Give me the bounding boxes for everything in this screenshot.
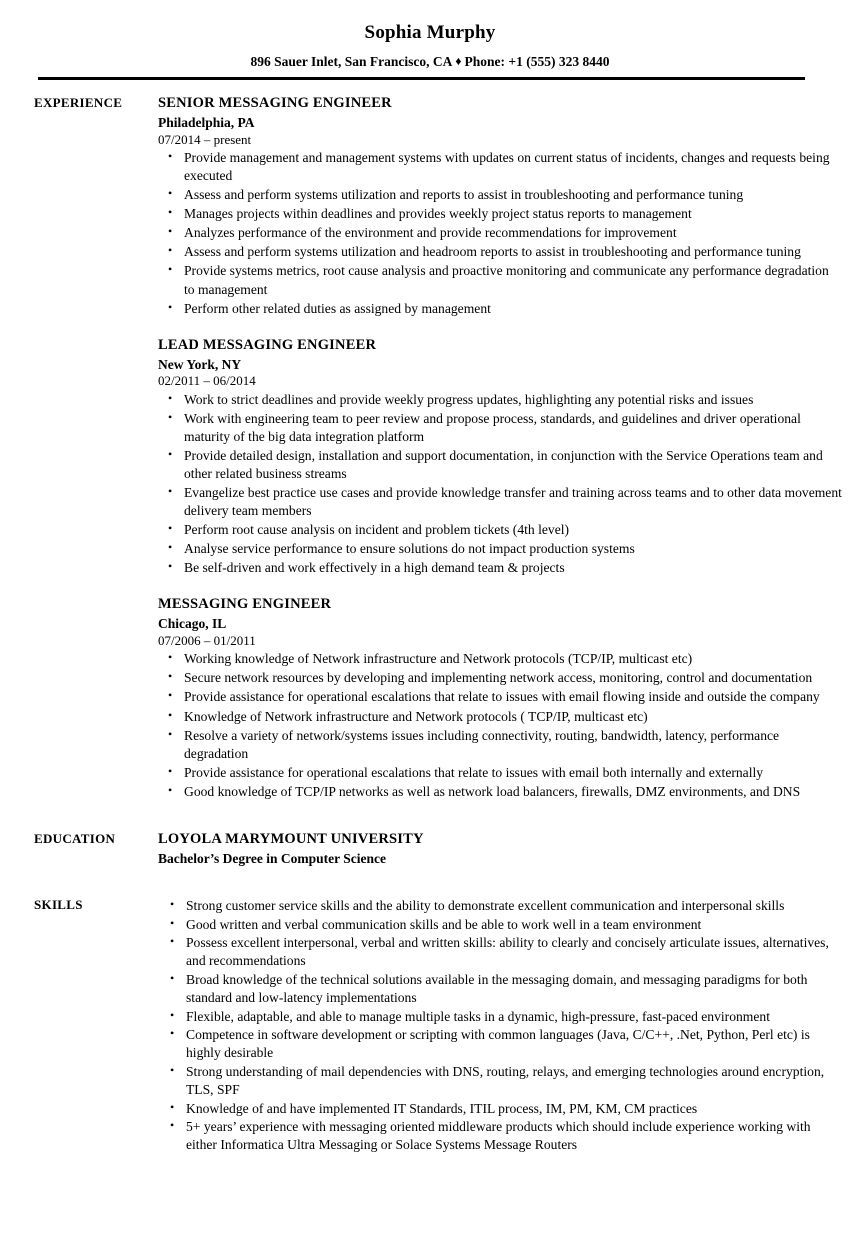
skills-body [158, 896, 860, 1154]
bullet-item: • Provide management and management systems with updates on current status of incidents, changes and requests being executed [158, 149, 842, 185]
bullet-item: • Knowledge of Network infrastructure and Network protocols ( TCP/IP, multicast etc) [158, 708, 842, 726]
bullet-item: • Analyzes performance of the environment and provide recommendations for improvement [158, 224, 842, 242]
bullet-item: • Good written and verbal communication skills and be able to work well in a team environment [158, 916, 842, 934]
section-label-experience: EXPERIENCE [34, 95, 123, 111]
job-bullet-list [158, 650, 842, 801]
education-school: LOYOLA MARYMOUNT UNIVERSITY [158, 830, 424, 847]
skills-section [0, 896, 860, 1154]
bullet-item: • Provide detailed design, installation and support documentation, in conjunction with the Service Operations team and other related business streams [158, 447, 842, 483]
education-section [0, 830, 860, 868]
diamond-separator-icon: ♦ [455, 53, 462, 68]
bullet-item: • Perform root cause analysis on incident and problem tickets (4th level) [158, 521, 842, 539]
job-entry [158, 336, 842, 578]
bullet-item: • Flexible, adaptable, and able to manage multiple tasks in a dynamic, high-pressure, fast-paced environment [158, 1008, 842, 1026]
header-divider [38, 77, 805, 80]
job-title: LEAD MESSAGING ENGINEER [158, 336, 377, 353]
education-degree: Bachelor’s Degree in Computer Science [158, 851, 386, 867]
job-location: New York, NY [158, 356, 242, 372]
job-bullet-list [158, 149, 842, 318]
bullet-item: • Resolve a variety of network/systems issues including connectivity, routing, bandwidth, latency, performance degradation [158, 727, 842, 763]
bullet-item: • Strong understanding of mail dependencies with DNS, routing, relays, and emerging technologies around encryption, TLS, SPF [158, 1063, 842, 1099]
bullet-item: • Work to strict deadlines and provide weekly progress updates, highlighting any potential risks and issues [158, 391, 842, 409]
phone-text: Phone: +1 (555) 323 8440 [464, 53, 610, 69]
bullet-item: • Provide systems metrics, root cause analysis and proactive monitoring and communicate any performance degradation to management [158, 262, 842, 298]
job-location: Chicago, IL [158, 616, 227, 632]
education-body [158, 830, 860, 868]
bullet-item: • Strong customer service skills and the ability to demonstrate excellent communication and interpersonal skills [158, 897, 842, 915]
bullet-item: • Working knowledge of Network infrastructure and Network protocols (TCP/IP, multicast etc) [158, 650, 842, 668]
bullet-item: • Analyse service performance to ensure solutions do not impact production systems [158, 540, 842, 558]
experience-section [0, 94, 860, 801]
education-entry [158, 830, 842, 868]
bullet-item: • Manages projects within deadlines and provides weekly project status reports to management [158, 205, 842, 223]
bullet-item: • Be self-driven and work effectively in a high demand team & projects [158, 559, 842, 577]
job-dates: 07/2006 – 01/2011 [158, 633, 256, 649]
bullet-item: • Knowledge of and have implemented IT Standards, ITIL process, IM, PM, KM, CM practices [158, 1100, 842, 1118]
job-title: MESSAGING ENGINEER [158, 596, 332, 613]
section-label-education: EDUCATION [34, 830, 116, 846]
job-entry [158, 94, 842, 318]
job-dates: 07/2014 – present [158, 131, 252, 147]
job-dates: 02/2011 – 06/2014 [158, 373, 256, 389]
bullet-item: • Competence in software development or scripting with common languages (Java, C/C++, .Net, Python, Perl etc) is highly desirable [158, 1026, 842, 1062]
bullet-item: • Work with engineering team to peer review and propose process, standards, and guidelines and driver operational maturity of the big data integration platform [158, 410, 842, 446]
job-title: SENIOR MESSAGING ENGINEER [158, 95, 392, 112]
bullet-item: • Provide assistance for operational escalations that relate to issues with email both internally and externally [158, 764, 842, 782]
bullet-item: • Perform other related duties as assigned by management [158, 300, 842, 318]
candidate-name: Sophia Murphy [364, 22, 496, 43]
bullet-item: • Possess excellent interpersonal, verbal and written skills: ability to clearly and concisely articulate issues, alternatives, and recommendations [158, 934, 842, 970]
bullet-item: • Good knowledge of TCP/IP networks as well as network load balancers, firewalls, DMZ environments, and DNS [158, 783, 842, 801]
bullet-item: • Assess and perform systems utilization and headroom reports to assist in troubleshooting and performance tuning [158, 243, 842, 261]
resume-header [0, 0, 860, 80]
bullet-item: • Evangelize best practice use cases and provide knowledge transfer and training across teams and to other data movement delivery team members [158, 484, 842, 520]
bullet-item: • Secure network resources by developing and implementing network access, monitoring, control and documentation [158, 669, 842, 687]
job-bullet-list [158, 391, 842, 578]
address-text: 896 Sauer Inlet, San Francisco, CA [250, 53, 453, 69]
contact-line [0, 54, 860, 70]
experience-body [158, 94, 860, 801]
job-location: Philadelphia, PA [158, 115, 255, 131]
section-label-skills: SKILLS [34, 897, 83, 913]
bullet-item: • Assess and perform systems utilization and reports to assist in troubleshooting and performance tuning [158, 186, 842, 204]
skills-bullet-list [158, 897, 842, 1154]
job-entry [158, 595, 842, 801]
bullet-item: • Broad knowledge of the technical solutions available in the messaging domain, and messaging paradigms for both standard and low-latency implementations [158, 971, 842, 1007]
bullet-item: • Provide assistance for operational escalations that relate to issues with email flowing inside and outside the company [158, 688, 842, 706]
bullet-item: • 5+ years’ experience with messaging oriented middleware products which should include experience working with either Informatica Ultra Messaging or Solace Systems Message Routers [158, 1118, 842, 1154]
